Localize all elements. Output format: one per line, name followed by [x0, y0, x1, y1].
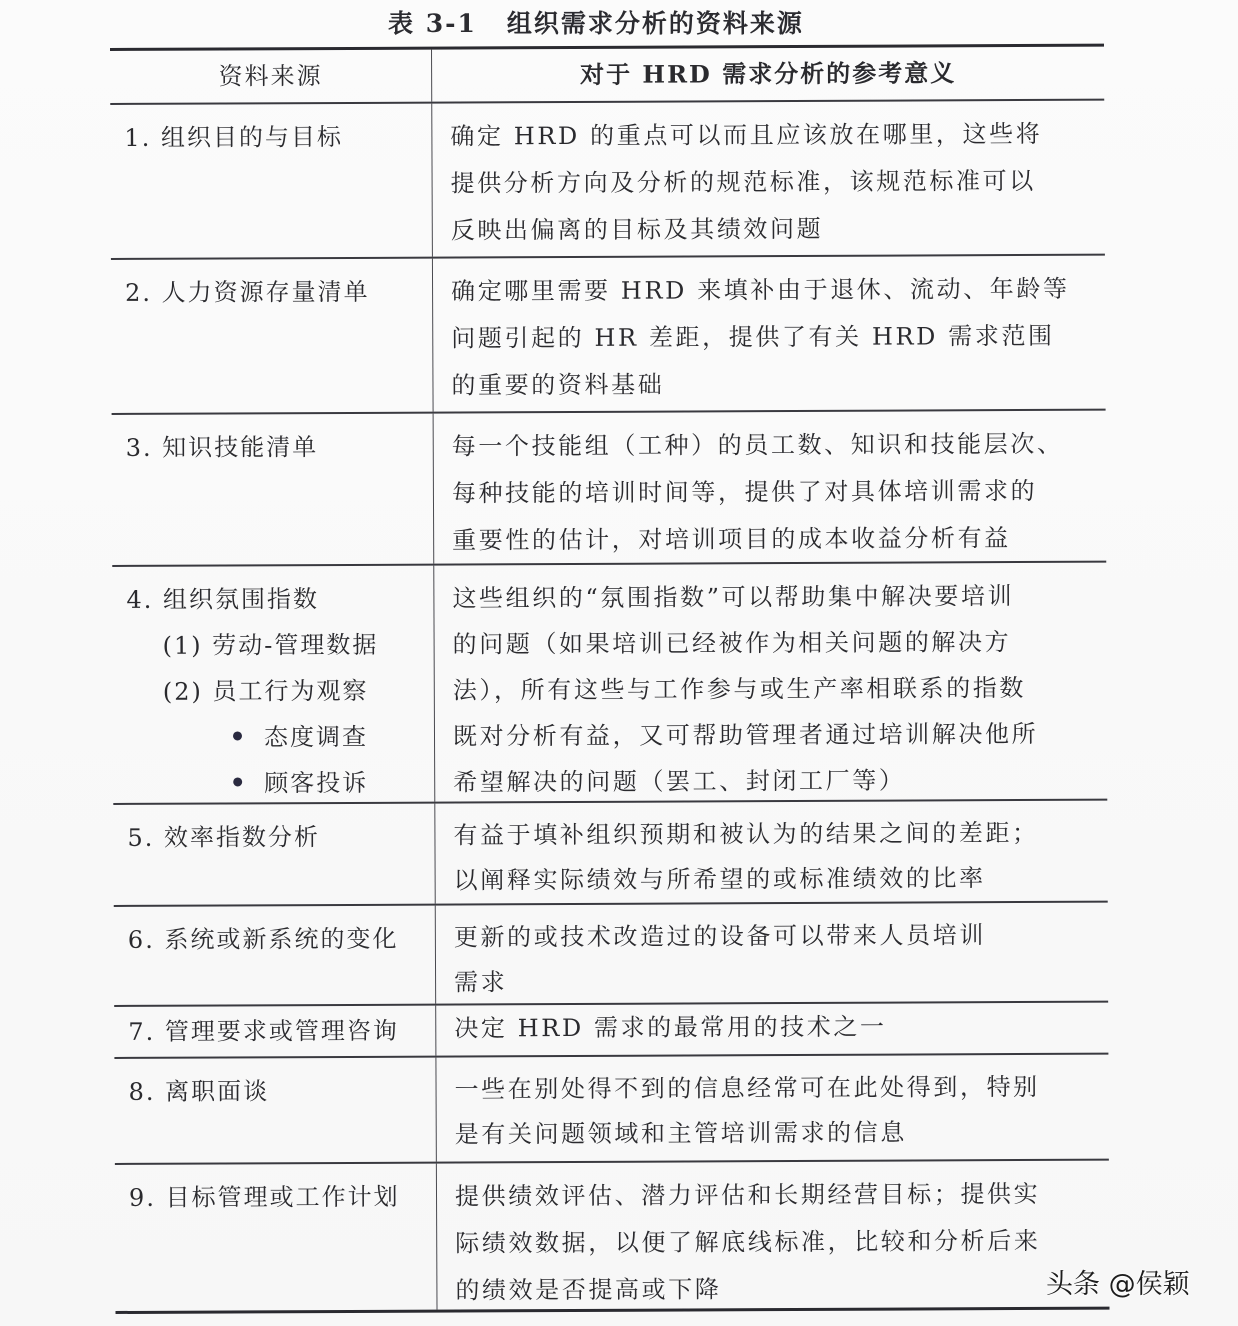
table-title: 组织需求分析的资料来源	[506, 9, 804, 38]
table-caption	[388, 4, 804, 40]
table-row	[115, 1161, 1110, 1314]
row-source: 4. 组织氛围指数 (1) 劳动-管理数据 (2) 员工行为观察 态度调查 顾客投诉	[112, 566, 435, 803]
row-source: 8. 离职面谈	[114, 1058, 436, 1163]
row-meaning: 一些在别处得不到的信息经常可在此处得到，特别 是有关问题领域和主管培训需求的信息	[454, 1072, 1040, 1149]
table-row	[113, 801, 1107, 907]
table-header-row	[110, 44, 1104, 105]
row-source: 7. 管理要求或管理咨询	[114, 1006, 436, 1057]
table-row	[112, 563, 1107, 805]
row-meaning: 确定哪里需要 HRD 来填补由于退休、流动、年龄等 问题引起的 HR 差距，提供了有关 HRD 需求范围 的重要的资料基础	[451, 274, 1070, 400]
table-row	[110, 101, 1105, 260]
row-meaning: 更新的或技术改造过的设备可以带来人员培训 需求	[453, 921, 986, 997]
table-row	[111, 256, 1106, 415]
table-row	[114, 1055, 1108, 1165]
table-row	[112, 411, 1107, 567]
watermark: 头条 @侯颖	[1046, 1269, 1190, 1300]
row-source: 9. 目标管理或工作计划	[115, 1164, 438, 1311]
row-source: 6. 系统或新系统的变化	[114, 906, 436, 1005]
row-source: 2. 人力资源存量清单	[111, 259, 434, 413]
row-meaning: 决定 HRD 需求的最常用的技术之一	[454, 1012, 887, 1043]
sub-item: (1) 劳动-管理数据	[162, 630, 379, 660]
sources-table	[110, 44, 1110, 1314]
bullet-item: 顾客投诉	[127, 760, 428, 807]
header-meaning: 对于 HRD 需求分析的参考意义	[579, 58, 957, 89]
table-row	[114, 1003, 1108, 1059]
sub-item: (2) 员工行为观察	[162, 676, 369, 706]
table-row	[114, 903, 1108, 1007]
row-meaning: 提供绩效评估、潜力评估和长期经营目标；提供实 际绩效数据，以便了解底线标准，比较和分析后来 的绩效是否提高或下降	[454, 1179, 1041, 1305]
row-source: 5. 效率指数分析	[113, 804, 435, 905]
row-source: 3. 知识技能清单	[112, 414, 435, 565]
row-meaning: 每一个技能组（工种）的员工数、知识和技能层次、 每种技能的培训时间等，提供了对具体培训需求的 重要性的估计，对培训项目的成本收益分析有益	[451, 429, 1064, 555]
bullet-item: 态度调查	[127, 714, 428, 761]
row-source: 1. 组织目的与目标	[110, 104, 433, 258]
header-source: 资料来源	[110, 50, 432, 103]
row-meaning: 确定 HRD 的重点可以而且应该放在哪里，这些将 提供分析方向及分析的规范标准，该规范标准可以 反映出偏离的目标及其绩效问题	[450, 119, 1043, 245]
row-meaning: 有益于填补组织预期和被认为的结果之间的差距； 以阐释实际绩效与所希望的或标准绩效的比率	[453, 818, 1039, 895]
table-number: 表 3-1	[388, 9, 477, 38]
row-meaning: 这些组织的“氛围指数”可以帮助集中解决要培训 的问题（如果培训已经被作为相关问题的解决方 法），所有这些与工作参与或生产率相联系的指数 既对分析有益，又可帮助管理者通过培训解决他所 希望解决的问题（罢工、封闭工厂等）	[452, 582, 1039, 797]
